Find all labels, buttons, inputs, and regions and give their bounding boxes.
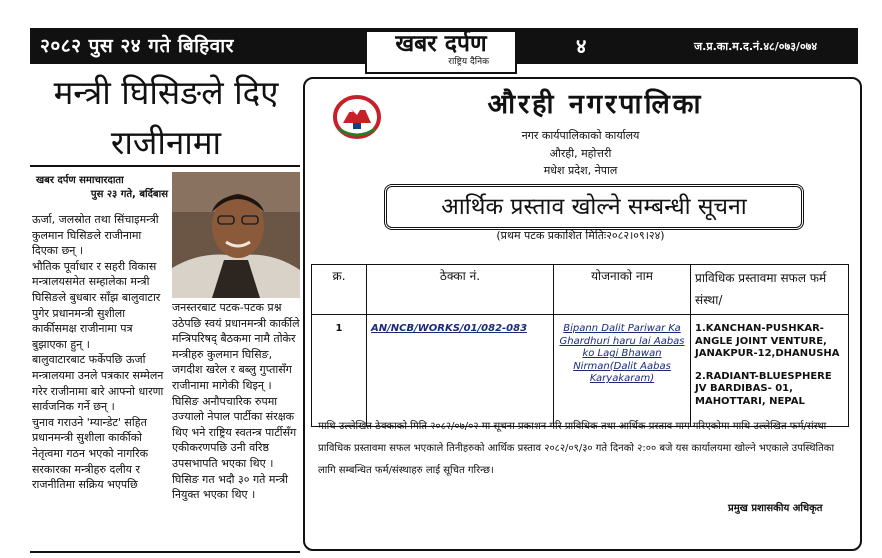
column-header-project: योजनाको नाम <box>554 265 691 315</box>
table-row <box>312 315 849 427</box>
page-number: ४ <box>576 34 587 58</box>
divider <box>30 165 300 167</box>
column-header-contract: ठेक्का नं. <box>367 265 554 315</box>
notice-subject: आर्थिक प्रस्ताव खोल्ने सम्बन्धी सूचना <box>384 184 804 230</box>
minister-photo <box>172 172 300 298</box>
byline: खबर दर्पण समाचारदाता <box>36 175 124 186</box>
successful-firms <box>691 315 849 427</box>
registration-number: ज.प्र.का.म.द.नं.४८/०७३/०७४ <box>694 40 818 53</box>
serial-number: 1 <box>312 315 367 427</box>
paper-logo <box>365 30 517 74</box>
contract-table <box>311 264 849 427</box>
article-headline <box>32 68 300 168</box>
headline-line-1: मन्त्री घिसिङले दिए <box>53 73 279 112</box>
divider <box>30 551 300 553</box>
office-location: औरही, महोत्तरी <box>549 147 612 160</box>
article-paragraph: चुनाव गराउने 'म्यान्डेट' सहित प्रधानमन्त्री सुशीला कार्कीको नेतृत्वमा गठन भएको नागरिक सरकारका मन्त्रीहरु दलीय र राजनीतिमा सक्रिय भएपछि <box>32 415 149 492</box>
paper-name: खबर दर्पण <box>395 31 487 57</box>
column-header-firm: प्राविधिक प्रस्तावमा सफल फर्म संस्था/ <box>691 265 849 315</box>
firm-entry: 2.RADIANT-BLUESPHERE JV BARDIBAS- 01, MAHOTTARI, NEPAL <box>695 370 832 407</box>
table-header-row <box>312 265 849 315</box>
project-name: Bipann Dalit Pariwar Ka Ghardhuri haru lai Aabas ko Lagi Bhawan Nirman(Dalit Aabas Karyakaram) <box>554 315 691 427</box>
firm-entry: 1.KANCHAN-PUSHKAR-ANGLE JOINT VENTURE, JANAKPUR-12,DHANUSHA <box>695 323 840 359</box>
article-paragraph: बालुवाटारबाट फर्केपछि ऊर्जा मन्त्रालयमा उनले पत्रकार सम्मेलन गरेर राजीनामा बारे आफ्नो धारणा सार्वजनिक गर्ने छन् । <box>32 353 164 414</box>
office-name: नगर कार्यपालिकाको कार्यालय <box>521 129 640 142</box>
paper-tagline: राष्ट्रिय दैनिक <box>448 57 489 67</box>
contract-number: AN/NCB/WORKS/01/082-083 <box>367 315 554 427</box>
article-paragraph: जनस्तरबाट पटक-पटक प्रश्न उठेपछि स्वयं प्रधानमन्त्री कार्कीले मन्त्रिपरिषद् बैठकमा नामै तोकेर मन्त्रीहरु कुलमान घिसिङ, जगदीश खरेल र बब्लु गुप्तासँग राजीनामा मागेकी थिइन् । <box>172 301 300 392</box>
publication-date: (प्रथम पटक प्रकाशित मितिः२०८२।०९।२४) <box>496 229 665 242</box>
headline-line-2: राजीनामा <box>110 123 222 162</box>
article-paragraph: ऊर्जा, जलस्रोत तथा सिंचाइमन्त्री कुलमान घिसिङले राजीनामा दिएका छन् । <box>32 213 159 258</box>
office-province: मधेश प्रदेश, नेपाल <box>543 164 618 177</box>
person-portrait-icon <box>172 172 300 298</box>
municipality-name: औरही नगरपालिका <box>487 89 704 120</box>
signatory: प्रमुख प्रशासकीय अधिकृत <box>728 503 823 514</box>
issue-date: २०८२ पुस २४ गते बिहिवार <box>40 35 234 57</box>
column-header-sn: क्र. <box>312 265 367 315</box>
article-paragraph: घिसिङ गत भदौ ३० गते मन्त्री नियुक्त भएका थिए । <box>172 472 288 502</box>
article-column-2 <box>172 300 300 503</box>
article-paragraph: घिसिङ अनौपचारिक रुपमा उज्यालो नेपाल पार्टीका संरक्षक थिए भने राष्ट्रिय स्वतन्त्र पार्टीसँग एकीकरणपछि उनी वरिष्ठ उपसभापति भएका थिए । <box>172 394 297 470</box>
article-column-1 <box>32 212 166 493</box>
article-paragraph: भौतिक पूर्वाधार र सहरी विकास मन्त्रालयसमेत सम्हालेका मन्त्री घिसिङले बुधबार साँझ बालुवाटार पुगेर प्रधानमन्त्री सुशीला कार्कीसमक्ष राजीनामा पत्र बुझाएका हुन् । <box>32 259 161 351</box>
notice-body: माथि उल्लेखित ठेक्काको मिति २०८२/०७/०२ मा सूचना प्रकाशन गरि प्राविधिक तथा आर्थिक प्रस्ताव माग गरिएकोमा माथि उल्लेखित फर्म/संस्था प्राविधिक प्रस्तावमा सफल भएकाले तिनीहरुको आर्थिक प्रस्ताव २०८२/०९/३० गते दिनको २:०० बजे यस कार्यालयमा खोल्ने भएकाले उपस्थितिका लागि सम्बन्धित फर्म/संस्थाहरु लाई सूचित गरिन्छ। <box>318 421 835 476</box>
dateline: पुस २३ गते, बर्दिबास <box>90 189 168 200</box>
